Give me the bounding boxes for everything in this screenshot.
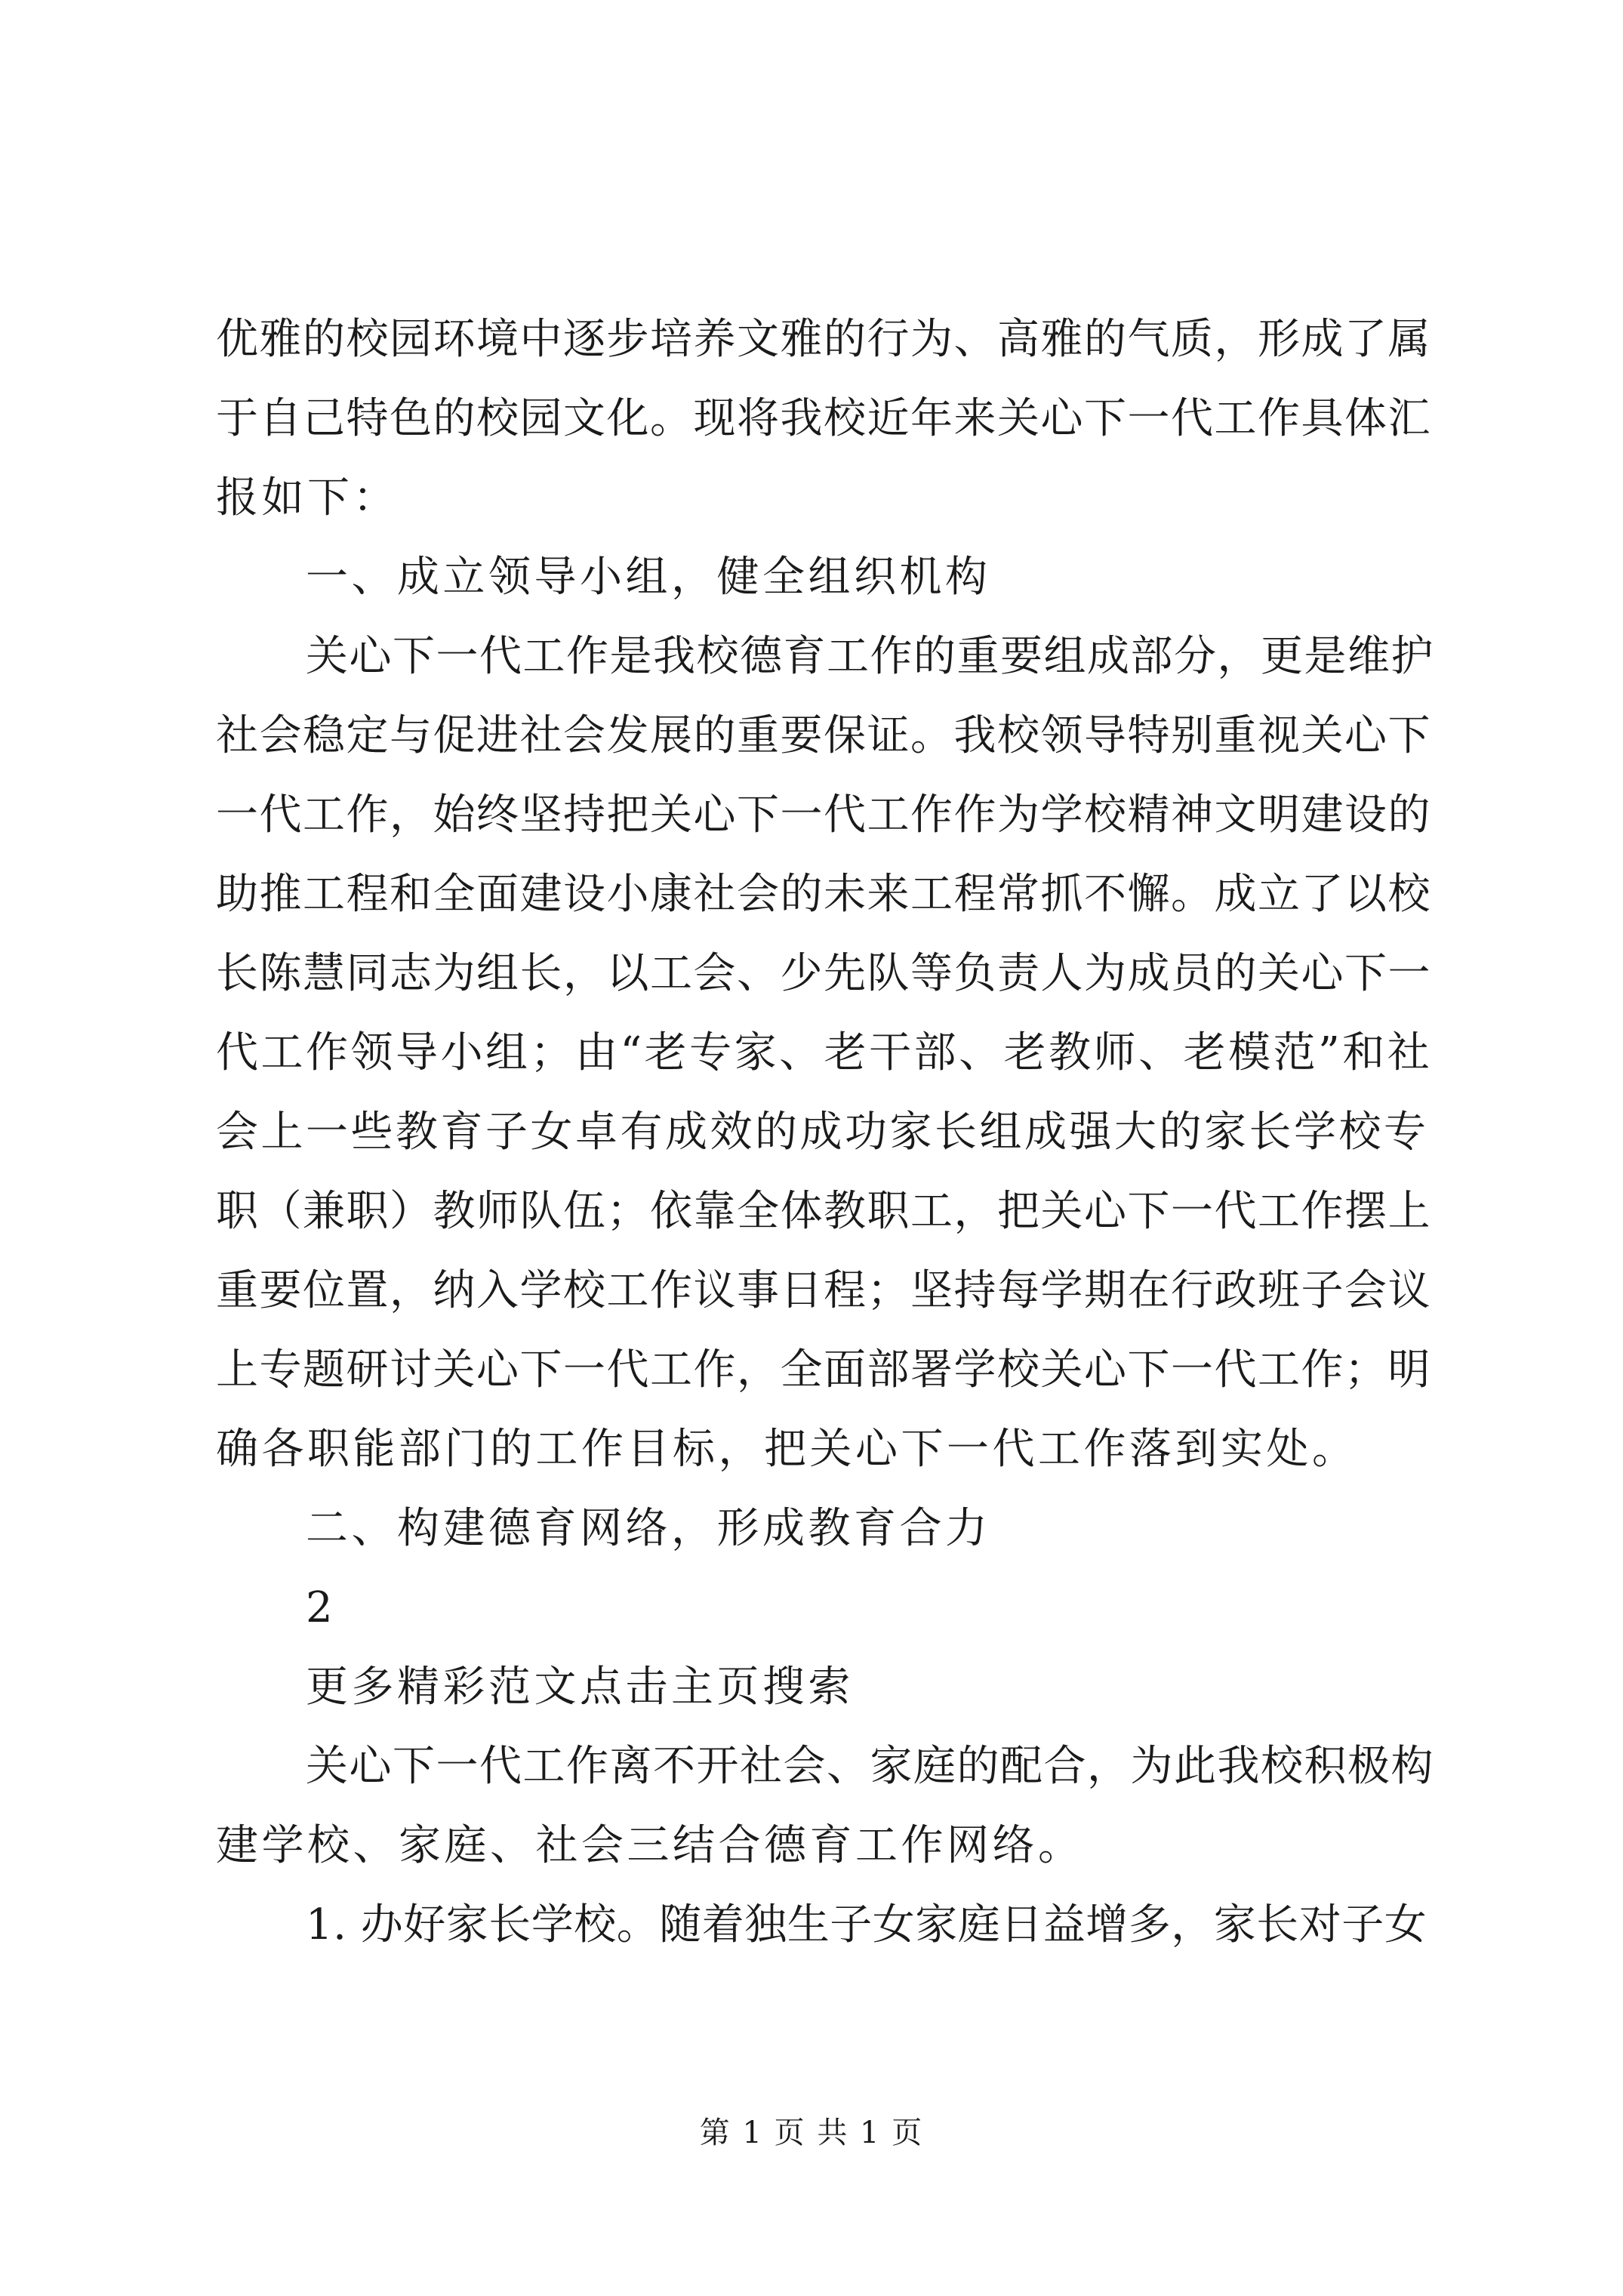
document-page: 优雅的校园环境中逐步培养文雅的行为、高雅的气质，形成了属 于自己特色的校园文化。现将我校近年来关心下一代工作具体汇 报如下： 一、成立领导小组，健全组织机构 关心下一代工作是我校德育工作的重要组成部分，更是维护 社会稳定与促进社会发展的重要保证。我校领导特别重视关心下 一代工作，始终坚持把关心下一代工作作为学校精神文明建设的 助推工程和全面建设小康社会的未来工程常抓不懈。成立了以校 长陈慧同志为组长，以工会、少先队等负责人为成员的关心下一 代工作领导小组；由“老专家、老干部、老教师、老模范”和社 会上一些教育子女卓有成效的成功家长组成强大的家长学校专 职（兼职）教师队伍；依靠全体教职工，把关心下一代工作摆上 重要位置，纳入学校工作议事日程；坚持每学期在行政班子会议 上专题研讨关心下一代工作，全面部署学校关心下一代工作；明 确各职能部门的工作目标，把关心下一代工作落到实处。 二、构建德育网络，形成教育合力 2 更多精彩范文点击主页搜索 关心下一代工作离不开社会、家庭的配合，为此我校积极构 建学校、家庭、社会三结合德育工作网络。 1. 办好家长学校。随着独生子女家庭日益增多，家长对子女 第 1 页 共 1 页 (0, 0, 1623, 2296)
page-footer: 第 1 页 共 1 页 (699, 2116, 924, 2150)
